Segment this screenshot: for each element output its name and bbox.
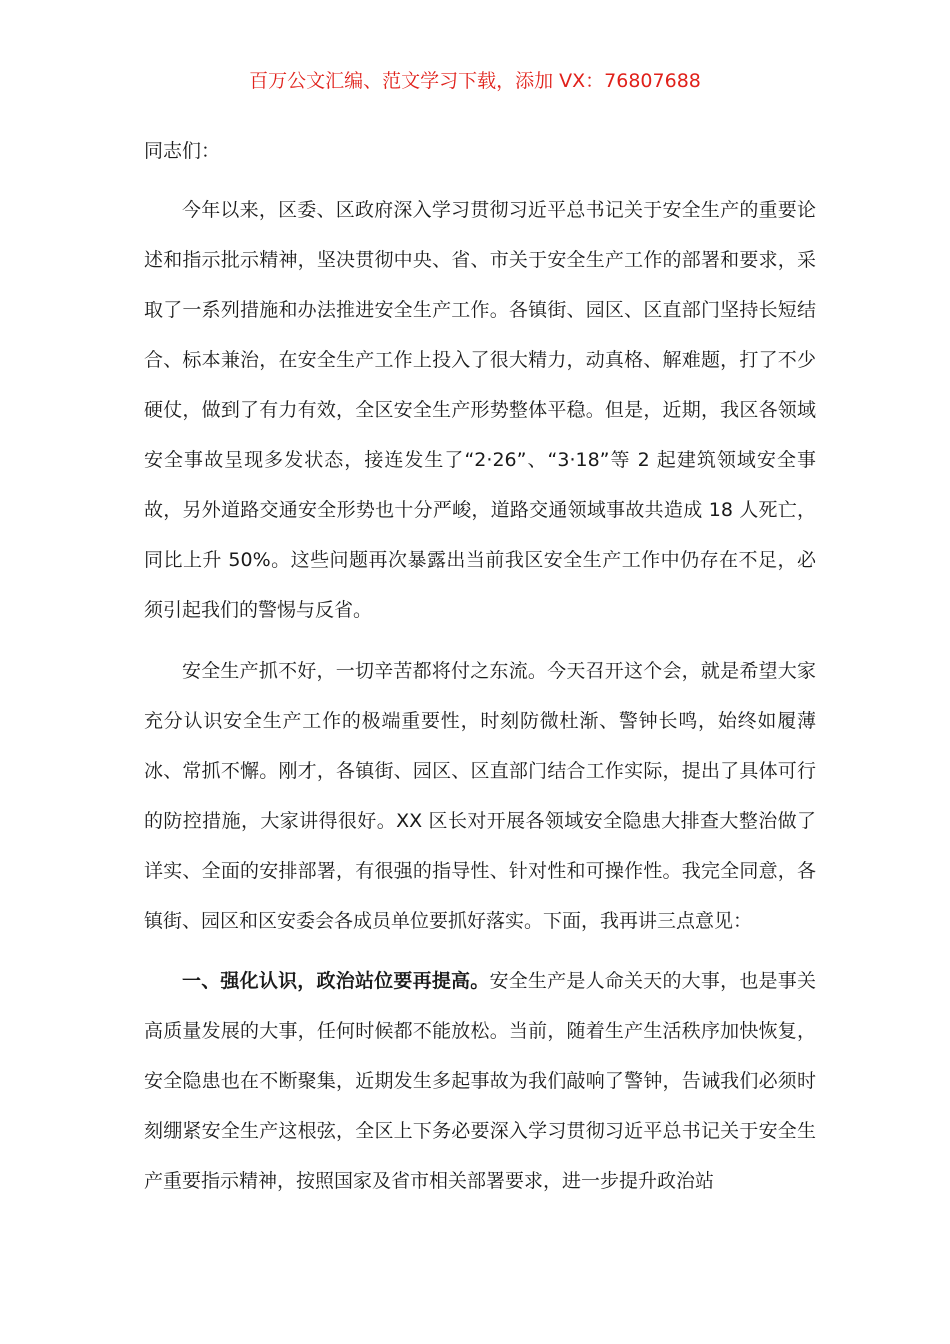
paragraph-3 <box>144 956 816 1206</box>
paragraph-1-text: 今年以来，区委、区政府深入学习贯彻习近平总书记关于安全生产的重要论述和指示批示精神，坚决贯彻中央、省、市关于安全生产工作的部署和要求，采取了一系列措施和办法推进安全生产工作。各镇街、园区、区直部门坚持长短结合、标本兼治，在安全生产工作上投入了很大精力，动真格、解难题，打了不少硬仗，做到了有力有效，全区安全生产形势整体平稳。但是，近期，我区各领域安全事故呈现多发状态，接连发生了“2·26”、“3·18”等 2 起建筑领域安全事故，另外道路交通安全形势也十分严峻，道路交通领域事故共造成 18 人死亡，同比上升 50%。这些问题再次暴露出当前我区安全生产工作中仍存在不足，必须引起我们的警惕与反省。 <box>144 199 816 621</box>
paragraph-2-text: 安全生产抓不好，一切辛苦都将付之东流。今天召开这个会，就是希望大家充分认识安全生产工作的极端重要性，时刻防微杜渐、警钟长鸣，始终如履薄冰、常抓不懈。刚才，各镇街、园区、区直部门结合工作实际，提出了具体可行的防控措施，大家讲得很好。XX 区长对开展各领域安全隐患大排查大整治做了详实、全面的安排部署，有很强的指导性、针对性和可操作性。我完全同意，各镇街、园区和区安委会各成员单位要抓好落实。下面，我再讲三点意见： <box>144 660 816 932</box>
paragraph-1 <box>144 185 816 635</box>
salutation: 同志们： <box>144 140 221 162</box>
paragraph-2 <box>144 646 816 946</box>
section-heading: 一、强化认识，政治站位要再提高。 <box>182 970 490 992</box>
header-banner: 百万公文汇编、范文学习下载，添加 VX：76807688 <box>249 70 701 92</box>
paragraph-3-text: 安全生产是人命关天的大事，也是事关高质量发展的大事，任何时候都不能放松。当前，随着生产生活秩序加快恢复，安全隐患也在不断聚集，近期发生多起事故为我们敲响了警钟，告诫我们必须时刻绷紧安全生产这根弦，全区上下务必要深入学习贯彻习近平总书记关于安全生产重要指示精神，按照国家及省市相关部署要求，进一步提升政治站 <box>144 970 816 1192</box>
